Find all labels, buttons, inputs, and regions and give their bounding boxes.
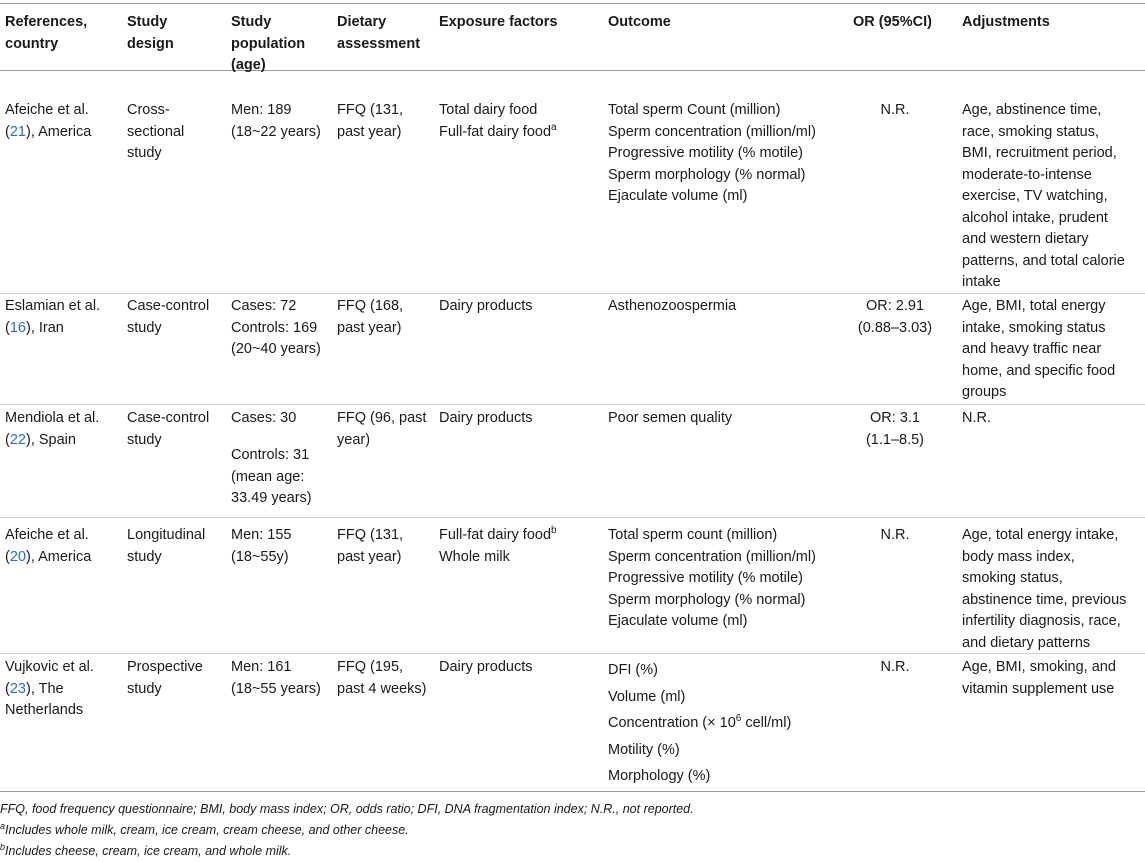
cell-reference: Eslamian et al. (16), Iran — [5, 298, 101, 336]
citation-link[interactable]: 16 — [9, 319, 26, 336]
citation-link[interactable]: 22 — [9, 431, 26, 448]
cell-outcome: Total sperm Count (million) Sperm concentration (million/ml) Progressive motility (% motile) Sperm morphology (% normal) Ejaculate volume (ml) — [608, 102, 816, 204]
cell-dietary-assessment: FFQ (131, past year) — [337, 102, 404, 140]
cell-study-population-controls: Controls: 31 (mean age: 33.49 years) — [231, 447, 312, 506]
cell-outcome: Poor semen quality — [608, 410, 733, 426]
cell-exposure-factors: Dairy products — [439, 659, 533, 675]
cell-or-95ci: OR: 3.1 (1.1–8.5) — [865, 410, 925, 448]
cell-study-design: Case-control study — [127, 410, 210, 448]
footnote-abbreviations: FFQ, food frequency questionnaire; BMI, body mass index; OR, odds ratio; DFI, DNA fragmentation index; N.R., not reported. — [0, 802, 694, 816]
header-or-95ci: OR (95%CI) — [853, 14, 932, 30]
cell-dietary-assessment: FFQ (131, past year) — [337, 527, 404, 565]
cell-study-population: Men: 189 (18~22 years) — [231, 102, 321, 140]
cell-exposure-factors: Dairy products — [439, 298, 533, 314]
table-bottom-rule — [0, 791, 1145, 792]
header-dietary-assessment: Dietary assessment — [337, 14, 421, 52]
citation-link[interactable]: 20 — [9, 548, 26, 565]
row-divider — [0, 404, 1145, 405]
cell-exposure-factors: Dairy products — [439, 410, 533, 426]
cell-reference: Afeiche et al. (21), America — [5, 102, 92, 140]
header-study-population: Study population (age) — [231, 14, 306, 73]
cell-reference: Vujkovic et al. (23), The Netherlands — [5, 659, 94, 718]
citation-link[interactable]: 23 — [9, 680, 26, 697]
cell-or-95ci: N.R. — [880, 659, 910, 675]
cell-adjustments: Age, BMI, total energy intake, smoking status and heavy traffic near home, and specific food groups — [962, 298, 1116, 400]
cell-study-design: Case-control study — [127, 298, 210, 336]
cell-dietary-assessment: FFQ (168, past year) — [337, 298, 404, 336]
cell-adjustments: Age, BMI, smoking, and vitamin supplement use — [962, 659, 1116, 697]
cell-dietary-assessment: FFQ (96, past year) — [337, 410, 427, 448]
footnote-b: $^b$Includes cheese, cream, ice cream, and whole milk. — [0, 841, 292, 858]
row-divider — [0, 517, 1145, 518]
cell-outcome: DFI (%) Volume (ml) Concentration (× $10^6$ cell/ml) Motility (%) Morphology (%) — [608, 662, 792, 784]
cell-exposure-factors: Full-fat dairy food$^b$ Whole milk — [439, 525, 557, 565]
cell-study-design: Longitudinal study — [127, 527, 206, 565]
header-exposure-factors: Exposure factors — [439, 14, 558, 30]
cell-outcome: Asthenozoospermia — [608, 298, 737, 314]
header-study-design: Study design — [127, 14, 174, 52]
cell-study-design: Cross- sectional study — [127, 102, 185, 161]
header-references: References, country — [5, 14, 88, 52]
cell-adjustments: N.R. — [962, 410, 991, 426]
cell-or-95ci: N.R. — [880, 102, 910, 118]
cell-study-population: Cases: 72 Controls: 169 (20~40 years) — [231, 298, 321, 357]
cell-reference: Afeiche et al. (20), America — [5, 527, 92, 565]
cell-exposure-factors: Total dairy food Full-fat dairy food$^a$ — [439, 102, 557, 140]
cell-reference: Mendiola et al. (22), Spain — [5, 410, 100, 448]
cell-or-95ci: OR: 2.91 (0.88–3.03) — [857, 298, 933, 336]
footnote-a: $^a$Includes whole milk, cream, ice cream, cream cheese, and other cheese. — [0, 820, 409, 837]
cell-dietary-assessment: FFQ (195, past 4 weeks) — [337, 659, 427, 697]
citation-link[interactable]: 21 — [9, 123, 26, 140]
cell-or-95ci: N.R. — [880, 527, 910, 543]
cell-adjustments: Age, abstinence time, race, smoking status, BMI, recruitment period, moderate-to-intense exercise, TV watching, alcohol intake, prudent and western dietary patterns, and total calorie intake — [962, 102, 1125, 290]
header-bottom-rule — [0, 70, 1145, 71]
cell-outcome: Total sperm count (million) Sperm concentration (million/ml) Progressive motility (% motile) Sperm morphology (% normal) Ejaculate volume (ml) — [608, 527, 816, 629]
cell-adjustments: Age, total energy intake, body mass index, smoking status, abstinence time, previous infertility diagnosis, race, and dietary patterns — [962, 527, 1127, 651]
header-adjustments: Adjustments — [962, 14, 1050, 30]
cell-study-population: Men: 155 (18~55y) — [231, 527, 292, 565]
cell-study-population: Men: 161 (18~55 years) — [231, 659, 321, 697]
cell-study-design: Prospective study — [127, 659, 203, 697]
cell-study-population: Cases: 30 — [231, 410, 297, 426]
header-outcome: Outcome — [608, 14, 671, 30]
table-top-rule — [0, 3, 1145, 4]
